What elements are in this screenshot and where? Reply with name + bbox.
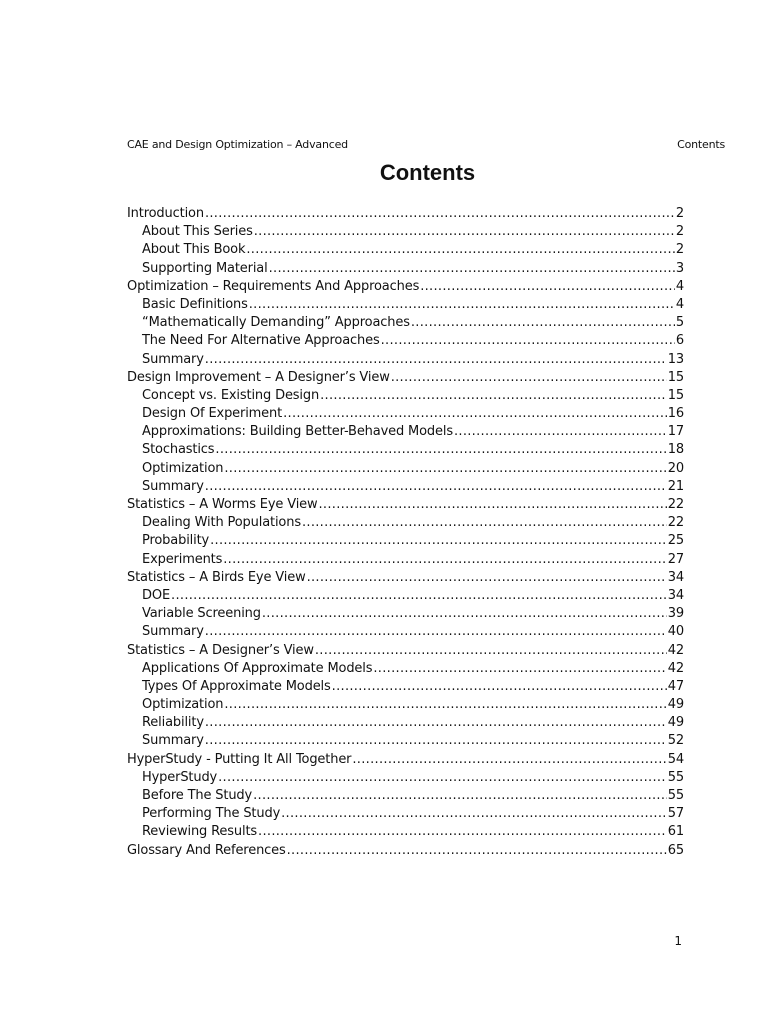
toc-entry-label: Approximations: Building Better-Behaved Models (142, 424, 453, 440)
toc-subentry[interactable] (127, 732, 684, 750)
running-header-section: Contents (677, 138, 725, 151)
toc-subentry[interactable] (127, 805, 684, 823)
toc-dot-leader (205, 351, 667, 369)
page-number: 1 (674, 934, 682, 948)
toc-entry-label: Introduction (127, 206, 204, 221)
toc-entry-label: Optimization – Requirements And Approaches (127, 278, 420, 294)
toc-subentry[interactable] (127, 478, 684, 496)
toc-entry-label: About This Book (142, 242, 246, 258)
toc-dot-leader (254, 223, 675, 241)
toc-entry-page: 57 (667, 806, 684, 822)
toc-entry-label: Optimization (142, 460, 224, 476)
toc-entry-label: Summary (142, 478, 204, 494)
toc-dot-leader (283, 405, 667, 423)
toc-subentry[interactable] (127, 605, 684, 623)
toc-entry-label: Statistics – A Birds Eye View (127, 569, 306, 585)
toc-entry-label: Summary (142, 624, 204, 640)
toc-entry-label: Before The Study (142, 788, 253, 803)
toc-entry-page: 39 (667, 606, 684, 622)
toc-dot-leader (352, 751, 666, 769)
toc-entry-page: 49 (667, 697, 684, 713)
page-title: Contents (379, 160, 476, 185)
toc-entry-label: DOE (142, 587, 171, 603)
toc-dot-leader (205, 478, 667, 496)
toc-dot-leader (224, 696, 666, 714)
toc-dot-leader (253, 787, 667, 805)
toc-dot-leader (307, 569, 667, 587)
toc-subentry[interactable] (127, 678, 684, 696)
toc-dot-leader (411, 314, 675, 332)
toc-dot-leader (205, 205, 675, 223)
toc-dot-leader (246, 241, 675, 259)
toc-entry-label: Experiments (142, 551, 223, 567)
toc-entry-label: Design Improvement – A Designer’s View (127, 369, 390, 385)
toc-entry-page: 13 (667, 351, 684, 367)
toc-dot-leader (205, 714, 667, 732)
toc-subentry[interactable] (127, 787, 684, 805)
toc-entry-page: 17 (667, 424, 684, 440)
toc-dot-leader (281, 805, 667, 823)
toc-entry-page: 27 (667, 551, 684, 567)
toc-subentry[interactable] (127, 296, 684, 314)
toc-subentry[interactable] (127, 532, 684, 550)
toc-entry-page: 25 (667, 533, 684, 549)
toc-entry-label: About This Series (142, 224, 253, 240)
toc-subentry[interactable] (127, 223, 684, 241)
toc-entry-page: 6 (675, 333, 684, 349)
toc-entry-page: 2 (675, 206, 684, 221)
toc-dot-leader (381, 332, 675, 350)
toc-entry-label: Glossary And References (127, 842, 286, 858)
toc-entry-label: Summary (142, 733, 204, 749)
toc-dot-leader (302, 514, 667, 532)
toc-entry-page: 54 (667, 751, 684, 767)
toc-dot-leader (319, 496, 667, 514)
toc-entry-label: Concept vs. Existing Design (142, 387, 320, 403)
toc-entry-page: 5 (675, 315, 684, 331)
toc-entry-label: Reviewing Results (142, 824, 258, 840)
toc-entry-page: 42 (667, 660, 684, 676)
table-of-contents (127, 205, 684, 860)
toc-entry-page: 52 (667, 733, 684, 749)
toc-subentry[interactable] (127, 660, 684, 678)
toc-entry[interactable] (127, 569, 684, 587)
toc-subentry[interactable] (127, 405, 684, 423)
toc-entry-page: 65 (667, 842, 684, 858)
toc-entry-label: HyperStudy - Putting It All Together (127, 751, 352, 767)
toc-entry[interactable] (127, 496, 684, 514)
toc-entry-page: 15 (667, 387, 684, 403)
toc-subentry[interactable] (127, 241, 684, 259)
toc-subentry[interactable] (127, 314, 684, 332)
toc-entry[interactable] (127, 278, 684, 296)
toc-subentry[interactable] (127, 441, 684, 459)
toc-entry-label: Reliability (142, 715, 204, 731)
toc-entry-label: HyperStudy (142, 769, 218, 785)
toc-entry-page: 15 (667, 369, 684, 385)
toc-entry-page: 55 (667, 788, 684, 803)
toc-entry-label: Summary (142, 351, 204, 367)
toc-entry-page: 2 (675, 242, 684, 258)
toc-entry-label: Probability (142, 533, 210, 549)
toc-entry-page: 4 (675, 278, 684, 294)
toc-entry[interactable] (127, 205, 684, 223)
toc-dot-leader (454, 423, 667, 441)
toc-entry-label: Optimization (142, 697, 224, 713)
toc-dot-leader (320, 387, 667, 405)
toc-entry-label: Basic Definitions (142, 296, 248, 312)
toc-entry-page: 21 (667, 478, 684, 494)
toc-subentry[interactable] (127, 623, 684, 641)
toc-subentry[interactable] (127, 769, 684, 787)
toc-entry-page: 18 (667, 442, 684, 458)
toc-entry-page: 47 (667, 678, 684, 694)
toc-entry-label: Performing The Study (142, 806, 281, 822)
toc-dot-leader (269, 260, 675, 278)
toc-dot-leader (249, 296, 675, 314)
toc-entry-page: 61 (667, 824, 684, 840)
toc-dot-leader (171, 587, 667, 605)
toc-entry-page: 34 (667, 569, 684, 585)
toc-dot-leader (332, 678, 667, 696)
toc-subentry[interactable] (127, 587, 684, 605)
toc-dot-leader (205, 732, 667, 750)
toc-subentry[interactable] (127, 351, 684, 369)
toc-entry-label: Variable Screening (142, 606, 261, 622)
toc-subentry[interactable] (127, 551, 684, 569)
toc-subentry[interactable] (127, 332, 684, 350)
toc-entry[interactable] (127, 842, 684, 860)
toc-entry[interactable] (127, 751, 684, 769)
toc-entry[interactable] (127, 369, 684, 387)
toc-dot-leader (373, 660, 666, 678)
toc-subentry[interactable] (127, 260, 684, 278)
toc-entry-label: Statistics – A Designer’s View (127, 642, 314, 658)
toc-dot-leader (210, 532, 667, 550)
toc-subentry[interactable] (127, 514, 684, 532)
toc-entry-label: Applications Of Approximate Models (142, 660, 373, 676)
toc-entry-page: 34 (667, 587, 684, 603)
toc-entry-page: 22 (667, 497, 684, 512)
toc-entry-page: 42 (667, 642, 684, 658)
toc-dot-leader (287, 842, 667, 860)
toc-entry-label: The Need For Alternative Approaches (142, 333, 380, 349)
toc-dot-leader (223, 551, 667, 569)
toc-dot-leader (420, 278, 675, 296)
toc-entry-label: Statistics – A Worms Eye View (127, 497, 318, 512)
toc-subentry[interactable] (127, 460, 684, 478)
toc-subentry[interactable] (127, 823, 684, 841)
toc-dot-leader (205, 623, 667, 641)
toc-entry-page: 49 (667, 715, 684, 731)
toc-entry-label: “Mathematically Demanding” Approaches (142, 315, 410, 331)
toc-dot-leader (391, 369, 667, 387)
toc-entry-page: 16 (667, 406, 684, 422)
toc-subentry[interactable] (127, 387, 684, 405)
toc-dot-leader (218, 769, 667, 787)
toc-entry-page: 20 (667, 460, 684, 476)
toc-entry[interactable] (127, 642, 684, 660)
toc-subentry[interactable] (127, 696, 684, 714)
toc-entry-page: 3 (675, 260, 684, 276)
running-header-title: CAE and Design Optimization – Advanced (127, 138, 348, 151)
toc-entry-page: 55 (667, 769, 684, 785)
toc-entry-label: Supporting Material (142, 260, 268, 276)
toc-dot-leader (224, 460, 666, 478)
toc-entry-label: Types Of Approximate Models (142, 678, 331, 694)
toc-dot-leader (215, 441, 666, 459)
toc-entry-label: Stochastics (142, 442, 215, 458)
toc-entry-label: Dealing With Populations (142, 515, 301, 531)
toc-dot-leader (262, 605, 667, 623)
toc-entry-page: 40 (667, 624, 684, 640)
toc-entry-label: Design Of Experiment (142, 406, 283, 422)
toc-entry-page: 4 (675, 296, 684, 312)
toc-entry-page: 2 (675, 224, 684, 240)
toc-dot-leader (258, 823, 667, 841)
toc-subentry[interactable] (127, 714, 684, 732)
toc-subentry[interactable] (127, 423, 684, 441)
toc-dot-leader (315, 642, 667, 660)
toc-entry-page: 22 (667, 515, 684, 531)
